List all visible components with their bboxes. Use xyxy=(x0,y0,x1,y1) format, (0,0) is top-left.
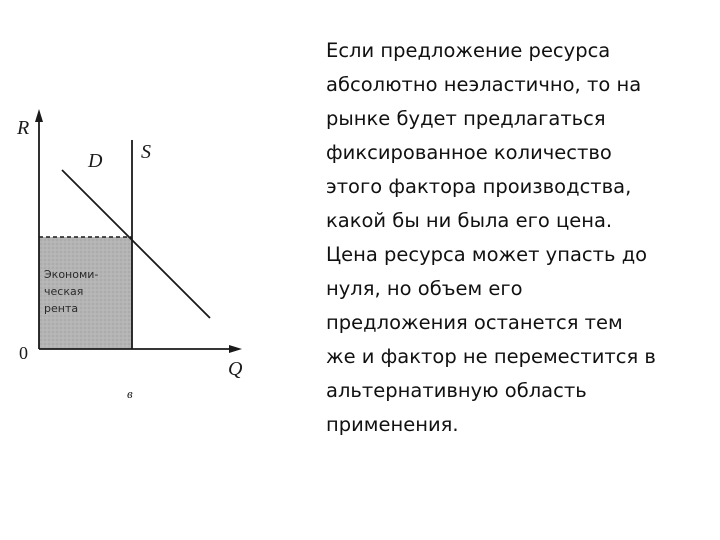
text-line: Если предложение ресурса xyxy=(326,39,611,62)
text-line: же и фактор не переместится в xyxy=(326,345,656,368)
text-line: этого фактора производства, xyxy=(326,175,632,198)
text-line: нуля, но объем его xyxy=(326,277,523,300)
y-axis-arrow xyxy=(35,109,43,122)
y-axis-label: R xyxy=(17,117,30,139)
text-line: фиксированное количество xyxy=(326,141,612,164)
text-line: какой бы ни была его цена. xyxy=(326,209,613,232)
text-line: применения. xyxy=(326,413,459,436)
x-axis-label: Q xyxy=(228,358,243,380)
x-axis-arrow xyxy=(229,345,242,353)
demand-label: D xyxy=(88,150,103,172)
origin-label: 0 xyxy=(19,343,28,363)
diagram-canvas xyxy=(0,95,275,415)
text-line: альтернативную область xyxy=(326,379,587,402)
text-line: предложения останется тем xyxy=(326,311,623,334)
economic-rent-diagram xyxy=(0,95,275,415)
text-line: Цена ресурса может упасть до xyxy=(326,243,648,266)
supply-label: S xyxy=(141,141,151,163)
area-label-line-3: рента xyxy=(44,302,79,315)
text-line: рынке будет предлагаться xyxy=(326,107,606,130)
figure-caption: в xyxy=(127,386,133,401)
explanation-text xyxy=(326,34,711,442)
text-line: абсолютно неэластично, то на xyxy=(326,73,642,96)
area-label-line-2: ческая xyxy=(44,285,84,298)
area-label-line-1: Экономи- xyxy=(44,268,99,281)
